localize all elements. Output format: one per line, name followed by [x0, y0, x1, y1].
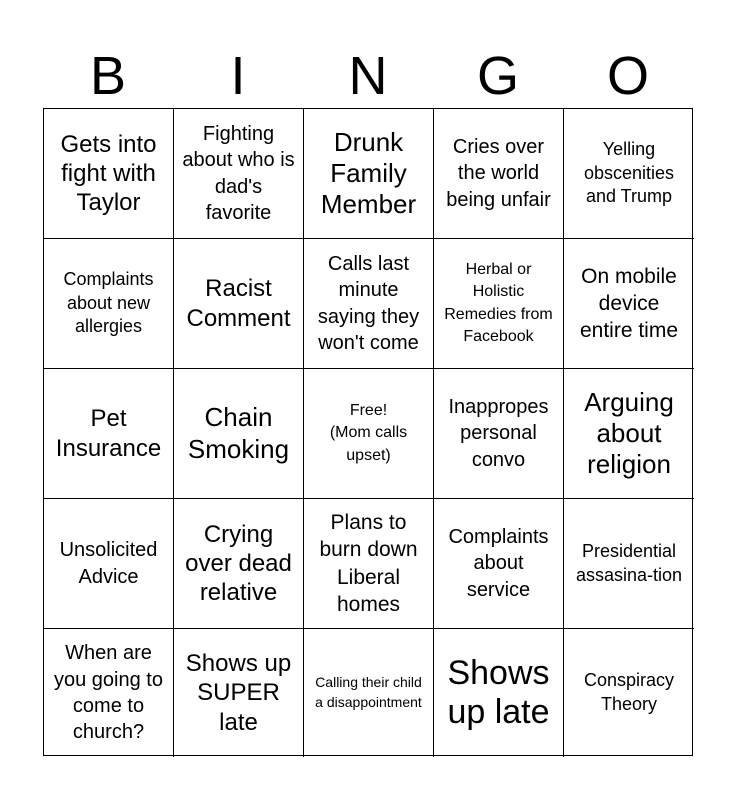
header-letter-i: I: [230, 46, 246, 106]
bingo-cell-r2c5[interactable]: On mobile device entire time: [564, 239, 694, 369]
bingo-header: [43, 44, 693, 108]
bingo-cell-r5c4[interactable]: Shows up late: [434, 629, 564, 757]
bingo-cell-r2c4[interactable]: Herbal or Holistic Remedies from Facebook: [434, 239, 564, 369]
bingo-cell-r5c5[interactable]: Conspiracy Theory: [583, 670, 675, 714]
bingo-cell-r4c2[interactable]: Crying over dead relative: [174, 499, 304, 629]
bingo-cell-r1c4[interactable]: Cries over the world being unfair: [434, 109, 564, 239]
bingo-cell-r3c1[interactable]: Pet Insurance: [44, 369, 174, 499]
bingo-grid: [43, 108, 693, 756]
header-letter-b: B: [89, 46, 127, 106]
bingo-cell-r3c5[interactable]: Arguing about religion: [564, 369, 694, 499]
bingo-cell-r4c4[interactable]: Complaints about service: [434, 499, 564, 629]
header-letter-g: G: [476, 46, 519, 106]
bingo-cell-r5c3[interactable]: Calling their child a disappointment: [304, 629, 434, 757]
bingo-cell-r1c1[interactable]: Gets into fight with Taylor: [44, 109, 174, 239]
bingo-cell-r1c3[interactable]: Drunk Family Member: [304, 109, 434, 239]
bingo-cell-r2c2[interactable]: Racist Comment: [174, 239, 304, 369]
bingo-cell-r2c3[interactable]: Calls last minute saying they won't come: [304, 239, 434, 369]
bingo-cell-r5c2[interactable]: Shows up SUPER late: [174, 629, 304, 757]
bingo-cell-r5c1[interactable]: When are you going to come to church?: [44, 629, 174, 757]
bingo-cell-r3c4[interactable]: Inappropes personal convo: [434, 369, 564, 499]
bingo-cell-r2c1[interactable]: Complaints about new allergies: [44, 239, 174, 369]
bingo-cell-r4c1[interactable]: Unsolicited Advice: [44, 499, 174, 629]
bingo-cell-r1c5[interactable]: Yelling obscenities and Trump: [564, 109, 694, 239]
bingo-cell-r4c5[interactable]: Presidential assasina-tion: [564, 499, 694, 629]
bingo-cell-r1c2[interactable]: Fighting about who is dad's favorite: [174, 109, 304, 239]
bingo-cell-r3c3-free[interactable]: Free! (Mom calls upset): [304, 369, 434, 499]
header-letter-o: O: [606, 46, 649, 106]
bingo-cell-r3c2[interactable]: Chain Smoking: [174, 369, 304, 499]
header-letter-n: N: [348, 46, 388, 106]
bingo-cell-r4c3[interactable]: Plans to burn down Liberal homes: [304, 499, 434, 629]
